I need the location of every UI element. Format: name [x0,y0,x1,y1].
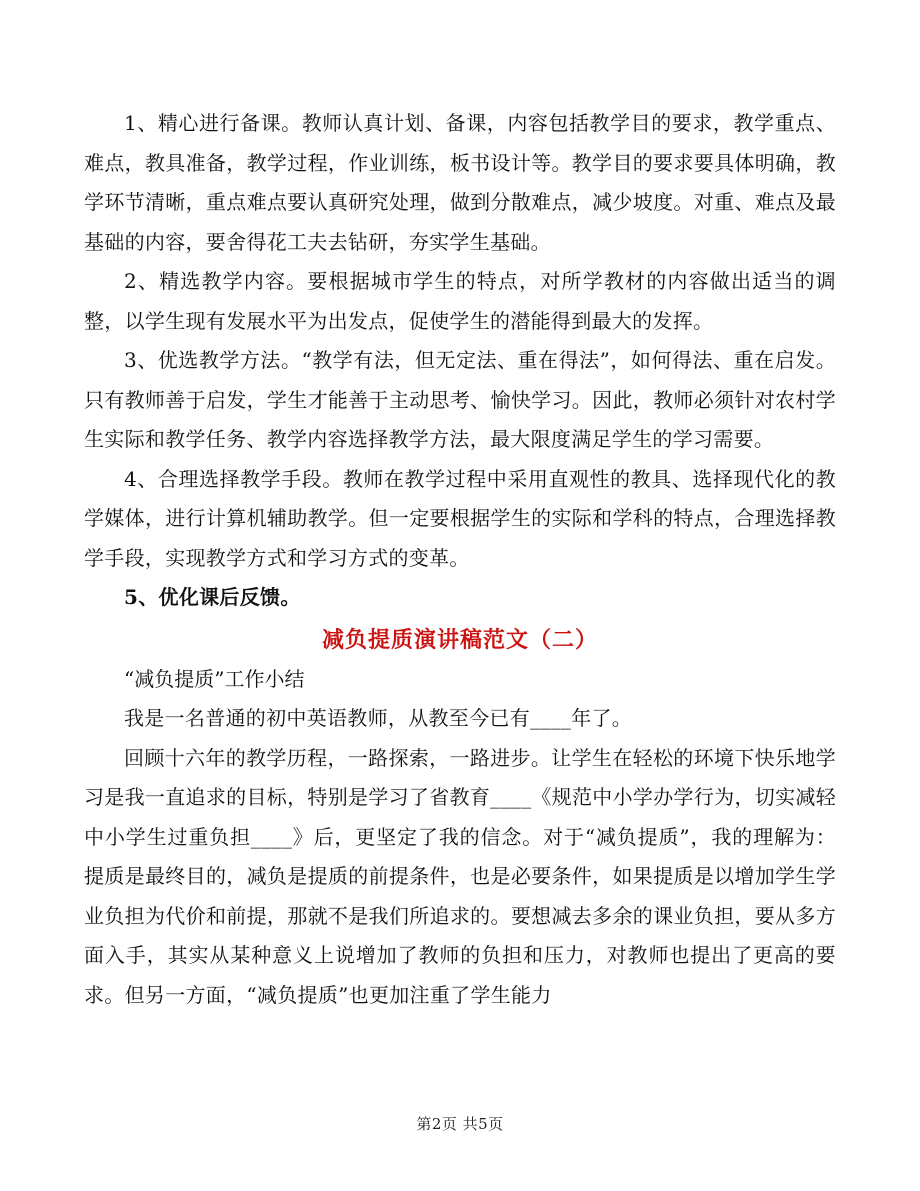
paragraph-2: 2、精选教学内容。要根据城市学生的特点，对所学教材的内容做出适当的调整，以学生现有发展水平为出发点，促使学生的潜能得到最大的发挥。 [84,269,836,333]
paragraph-6: 我是一名普通的初中英语教师，从教至今已有____年了。 [124,706,633,730]
sub-title: “减负提质”工作小结 [124,666,305,691]
paragraph-5-heading: 5、优化课后反馈。 [124,585,301,609]
document-body [84,104,836,1015]
page-number-footer: 第2页 共5页 [416,1115,504,1133]
paragraph-7: 回顾十六年的教学历程，一路探索，一路进步。让学生在轻松的环境下快乐地学习是我一直追求的目标，特别是学习了省教育____《规范中小学办学行为，切实减轻中小学生过重负担____》后，更坚定了我的信念。对于“减负提质”，我的理解为：提质是最终目的，减负是提质的前提条件，也是必要条件，如果提质是以增加学生学业负担为代价和前提，那就不是我们所追求的。要想减去多余的课业负担，要从多方面入手，其实从某种意义上说增加了教师的负担和压力，对教师也提出了更高的要求。但另一方面，“减负提质”也更加注重了学生能力 [84,745,836,1007]
paragraph-4: 4、合理选择教学手段。教师在教学过程中采用直观性的教具、选择现代化的教学媒体，进行计算机辅助教学。但一定要根据学生的实际和学科的特点，合理选择教学手段，实现教学方式和学习方式的变革。 [84,466,836,570]
paragraph-3: 3、优选教学方法。“教学有法，但无定法、重在得法”，如何得法、重在启发。只有教师善于启发，学生才能善于主动思考、愉快学习。因此，教师必须针对农村学生实际和教学任务、教学内容选择教学方法，最大限度满足学生的学习需要。 [84,348,836,451]
section-title: 减负提质演讲稿范文（二） [321,626,598,653]
paragraph-1: 1、精心进行备课。教师认真计划、备课，内容包括教学目的要求，教学重点、难点，教具准备，教学过程，作业训练，板书设计等。教学目的要求要具体明确，教学环节清晰，重点难点要认真研究处理，做到分散难点，减少坡度。对重、难点及最基础的内容，要舍得花工夫去钻研，夯实学生基础。 [84,111,836,254]
